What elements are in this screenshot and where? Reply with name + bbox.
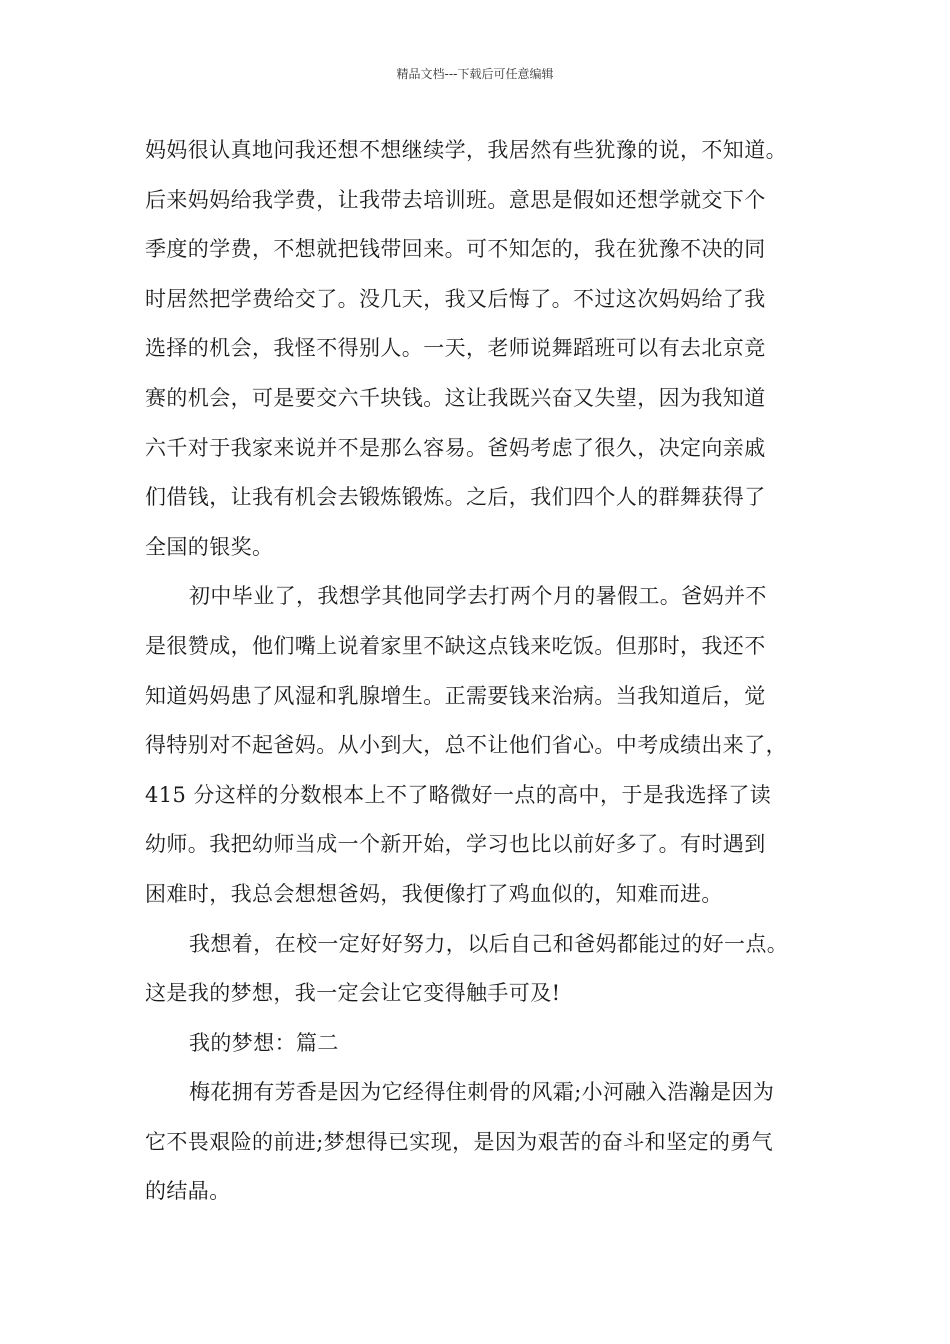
text-line: 我想着，在校一定好好努力，以后自己和爸妈都能过的好一点。 — [189, 931, 789, 956]
text-line: 知道妈妈患了风湿和乳腺增生。正需要钱来治病。当我知道后，觉 — [145, 683, 766, 708]
text-line: 的结晶。 — [145, 1179, 231, 1204]
text-line: 初中毕业了，我想学其他同学去打两个月的暑假工。爸妈并不 — [189, 584, 767, 609]
text-line: 困难时，我总会想想爸妈，我便像打了鸡血似的，知难而进。 — [145, 881, 723, 906]
text-line: 幼师。我把幼师当成一个新开始，学习也比以前好多了。有时遇到 — [145, 832, 766, 857]
text-line: 是很赞成，他们嘴上说着家里不缺这点钱来吃饭。但那时，我还不 — [145, 633, 766, 658]
document-body — [145, 126, 809, 1217]
text-line: 415 分这样的分数根本上不了略微好一点的高中，于是我选择了读 — [145, 782, 772, 807]
text-line: 赛的机会，可是要交六千块钱。这让我既兴奋又失望，因为我知道 — [145, 385, 766, 410]
text-line: 妈妈很认真地问我还想不想继续学，我居然有些犹豫的说，不知道。 — [145, 138, 787, 162]
text-line: 时居然把学费给交了。没几天，我又后悔了。不过这次妈妈给了我 — [145, 286, 766, 311]
text-line: 这是我的梦想，我一定会让它变得触手可及! — [145, 981, 561, 1006]
page-header: 精品文档---下载后可任意编辑 — [396, 67, 554, 81]
text-line: 后来妈妈给我学费，让我带去培训班。意思是假如还想学就交下个 — [145, 187, 766, 212]
text-line: 们借钱，让我有机会去锻炼锻炼。之后，我们四个人的群舞获得了 — [145, 485, 766, 510]
text-line: 六千对于我家来说并不是那么容易。爸妈考虑了很久，决定向亲戚 — [145, 435, 766, 460]
text-line: 它不畏艰险的前进;梦想得已实现，是因为艰苦的奋斗和坚定的勇气 — [145, 1129, 774, 1154]
text-line: 全国的银奖。 — [145, 534, 274, 559]
section-heading: 我的梦想：篇二 — [189, 1030, 339, 1055]
text-line: 选择的机会，我怪不得别人。一天，老师说舞蹈班可以有去北京竞 — [145, 336, 766, 361]
text-line: 梅花拥有芳香是因为它经得住刺骨的风霜;小河融入浩瀚是因为 — [189, 1080, 775, 1105]
text-line: 得特别对不起爸妈。从小到大，总不让他们省心。中考成绩出来了， — [145, 733, 787, 758]
text-line: 季度的学费，不想就把钱带回来。可不知怎的，我在犹豫不决的同 — [145, 237, 766, 262]
